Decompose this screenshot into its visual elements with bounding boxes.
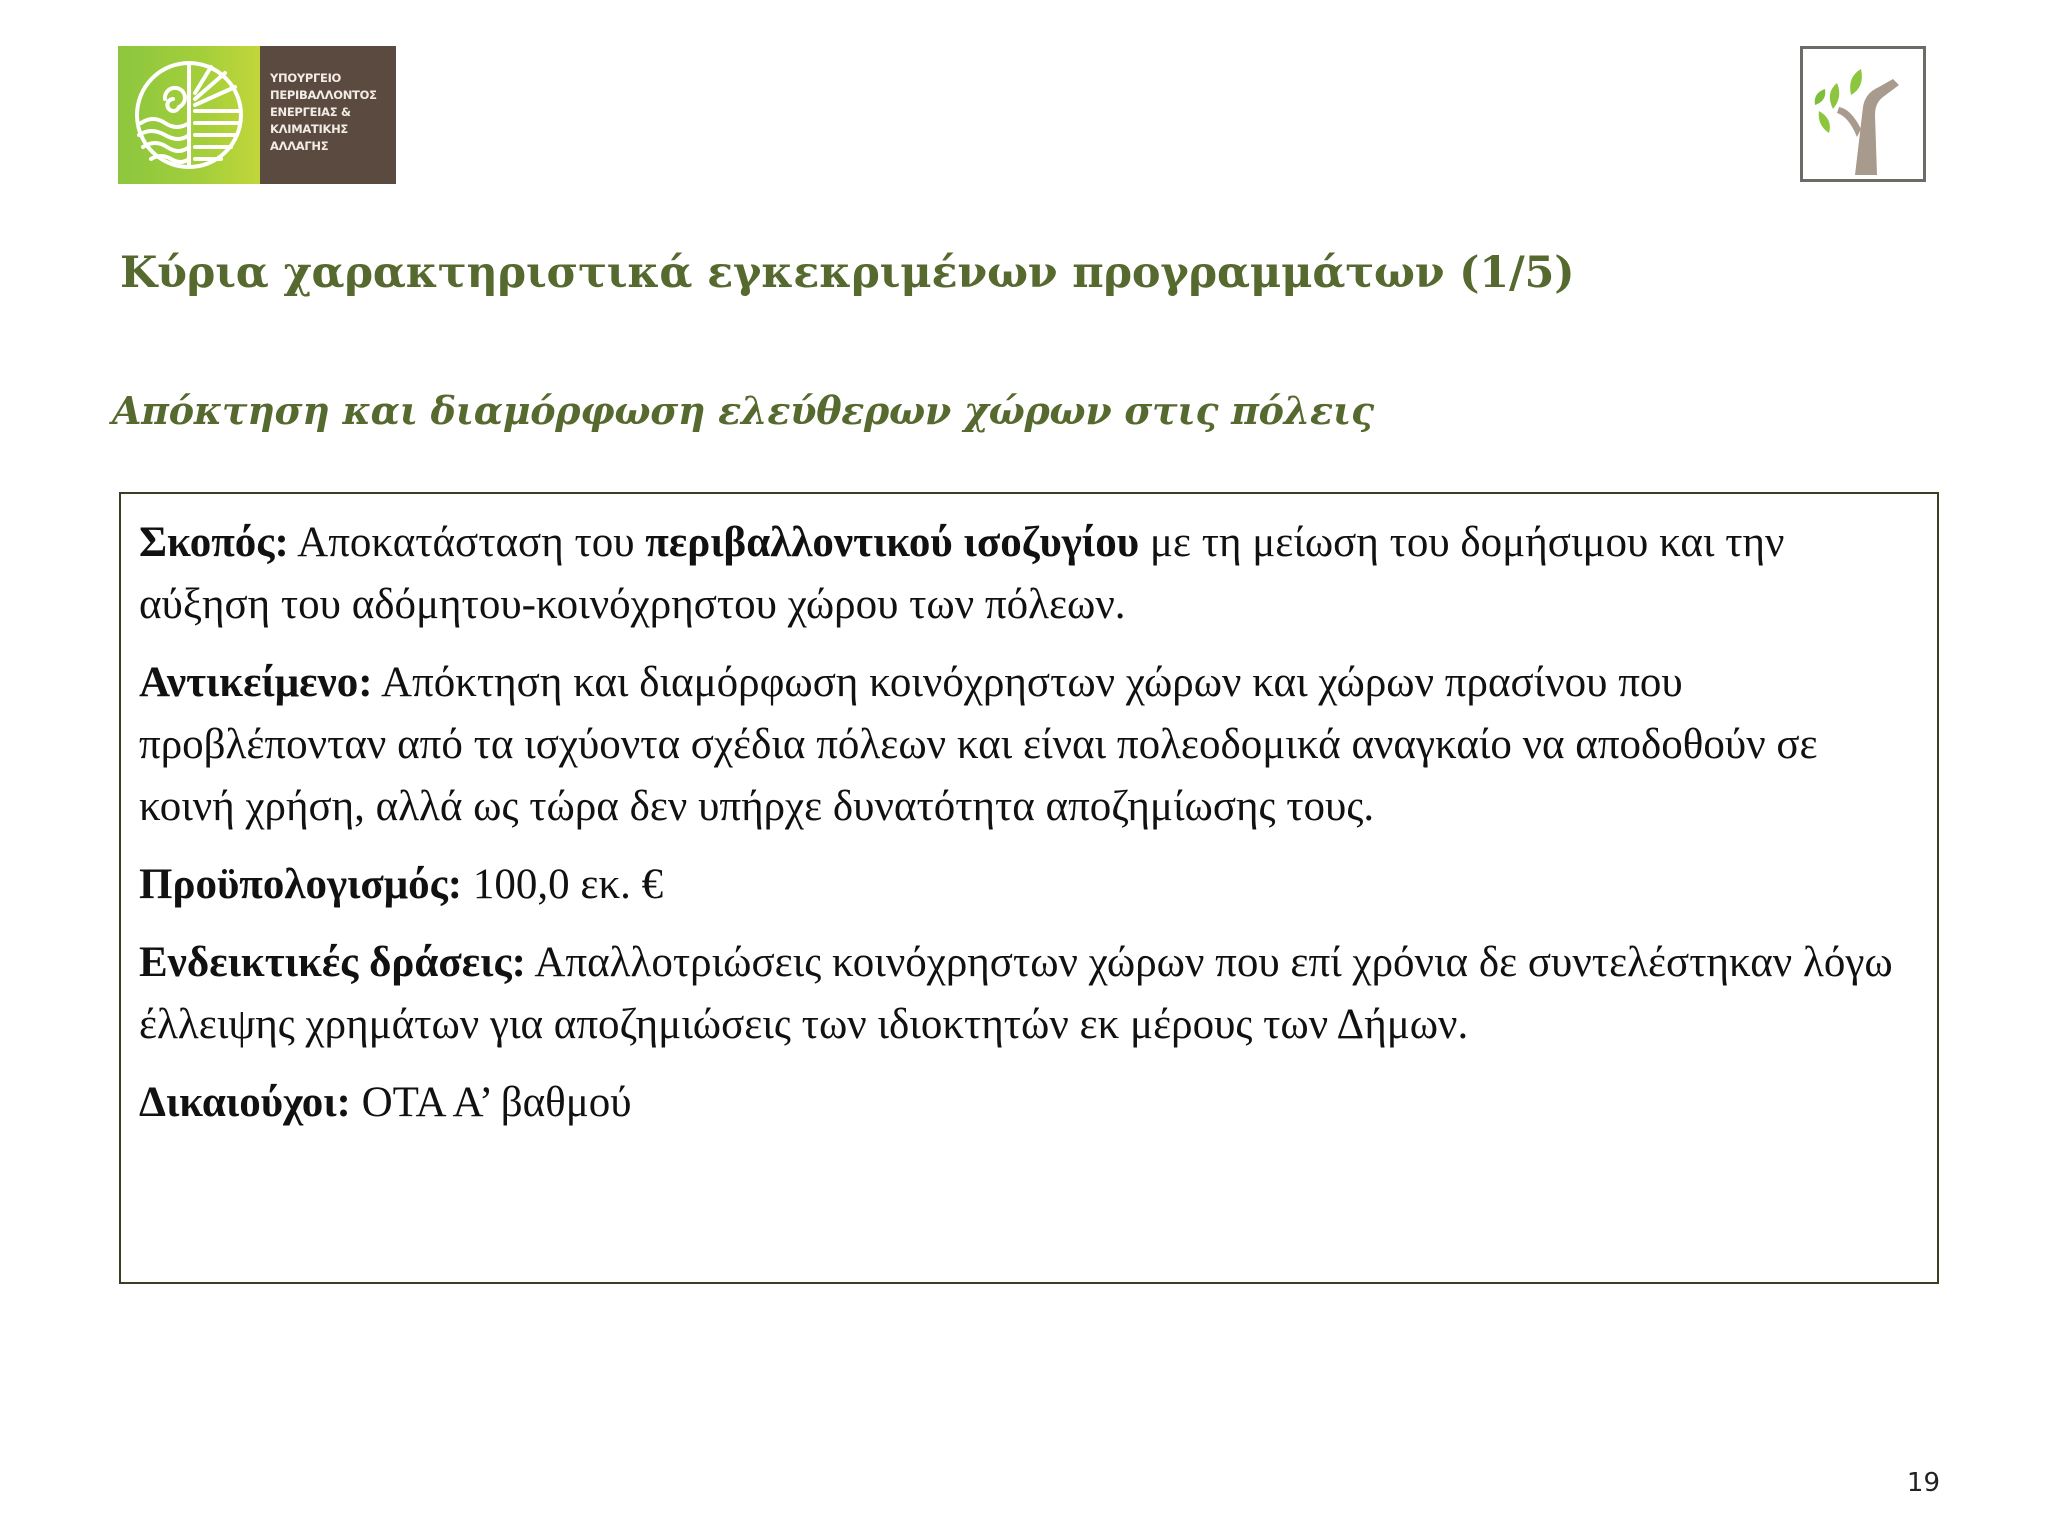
tree-icon xyxy=(1803,49,1923,179)
actions-text: Απαλλοτριώσεις κοινόχρηστων χώρων που επί χρόνια δε συντελέστηκαν λόγω έλλειψης χρημάτων για αποζημιώσεις των ιδιοκτητών εκ μέρους των Δήμων. xyxy=(139,939,1893,1048)
ministry-logo xyxy=(118,46,396,184)
page-number: 19 xyxy=(1906,1468,1940,1498)
purpose-text: Αποκατάσταση του xyxy=(288,519,646,566)
purpose-paragraph xyxy=(139,512,1917,636)
ministry-name-panel xyxy=(260,46,396,184)
purpose-emphasis: περιβαλλοντικού ισοζυγίου xyxy=(645,519,1140,566)
ministry-name-line: ΕΝΕΡΓΕΙΑΣ & xyxy=(270,105,351,119)
ministry-name-line: ΥΠΟΥΡΓΕΙΟ xyxy=(270,71,342,85)
beneficiaries-paragraph xyxy=(139,1072,1917,1134)
ministry-name-line: ΑΛΛΑΓΗΣ xyxy=(270,139,329,153)
program-details-box xyxy=(119,492,1939,1284)
object-text: Απόκτηση και διαμόρφωση κοινόχρηστων χώρων και χώρων πρασίνου που προβλέπονταν από τα ισχύοντα σχέδια πόλεων και είναι πολεοδομικά αναγκαίο να αποδοθούν σε κοινή χρήση, αλλά ως τώρα δεν υπήρχε δυνατότητα αποζημίωσης τους. xyxy=(139,659,1818,830)
object-paragraph xyxy=(139,652,1917,838)
sun-waves-emblem-icon xyxy=(118,46,260,184)
budget-paragraph xyxy=(139,854,1917,916)
budget-value: 100,0 εκ. € xyxy=(462,861,664,908)
purpose-text-cont: με τη μείωση του δομήσιμου και την αύξηση του αδόμητου-κοινόχρηστου χώρου των πόλεων. xyxy=(139,519,1785,628)
purpose-label: Σκοπός: xyxy=(139,519,289,566)
section-subtitle: Απόκτηση και διαμόρφωση ελεύθερων χώρων στις πόλεις xyxy=(112,388,1374,433)
page-title: Κύρια χαρακτηριστικά εγκεκριμένων προγραμμάτων (1/5) xyxy=(120,248,1575,298)
object-label: Αντικείμενο: xyxy=(139,659,373,706)
budget-label: Προϋπολογισμός: xyxy=(139,861,463,908)
actions-label: Ενδεικτικές δράσεις: xyxy=(139,939,526,986)
beneficiaries-text: ΟΤΑ Α’ βαθμού xyxy=(350,1079,632,1126)
beneficiaries-label: Δικαιούχοι: xyxy=(139,1079,351,1126)
actions-paragraph xyxy=(139,932,1917,1056)
ministry-name-line: ΚΛΙΜΑΤΙΚΗΣ xyxy=(270,122,348,136)
ministry-name-line: ΠΕΡΙΒΑΛΛΟΝΤΟΣ xyxy=(270,88,377,102)
tree-logo xyxy=(1800,46,1926,182)
